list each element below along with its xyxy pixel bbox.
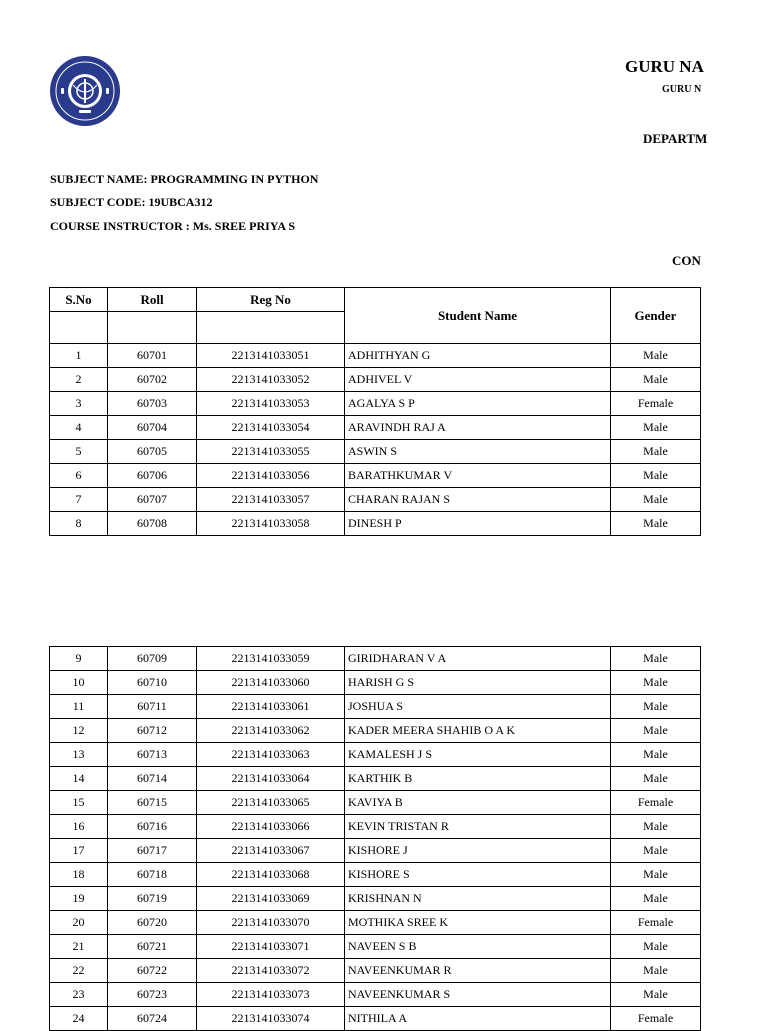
- cell-gender: Male: [611, 719, 701, 743]
- cell-sno: 4: [50, 416, 108, 440]
- col-header-regno: Reg No: [197, 288, 345, 312]
- cell-regno: 2213141033064: [197, 767, 345, 791]
- cell-roll: 60709: [108, 647, 197, 671]
- cell-roll: 60712: [108, 719, 197, 743]
- cell-sno: 19: [50, 887, 108, 911]
- college-title: GURU NA: [625, 57, 704, 76]
- college-seal-logo: [49, 55, 121, 127]
- cell-gender: Male: [611, 983, 701, 1007]
- cell-roll: 60716: [108, 815, 197, 839]
- table-row: [50, 671, 701, 695]
- table-row: [50, 647, 701, 671]
- table-row: [50, 512, 701, 536]
- cell-student-name: ASWIN S: [345, 440, 611, 464]
- department-heading: DEPARTM: [643, 131, 708, 146]
- table-row: [50, 344, 701, 368]
- cell-student-name: HARISH G S: [345, 671, 611, 695]
- cell-sno: 20: [50, 911, 108, 935]
- cell-sno: 3: [50, 392, 108, 416]
- cell-sno: 16: [50, 815, 108, 839]
- cell-roll: 60701: [108, 344, 197, 368]
- student-table-page1: [49, 287, 701, 536]
- cell-sno: 13: [50, 743, 108, 767]
- cell-gender: Male: [611, 839, 701, 863]
- cell-student-name: KRISHNAN N: [345, 887, 611, 911]
- cell-gender: Male: [611, 695, 701, 719]
- cell-student-name: ADHITHYAN G: [345, 344, 611, 368]
- table-row: [50, 911, 701, 935]
- cell-roll: 60705: [108, 440, 197, 464]
- cell-gender: Male: [611, 488, 701, 512]
- cell-roll: 60704: [108, 416, 197, 440]
- cell-regno: 2213141033053: [197, 392, 345, 416]
- header-spacer: [197, 312, 345, 344]
- cell-roll: 60706: [108, 464, 197, 488]
- cell-sno: 5: [50, 440, 108, 464]
- table-row: [50, 839, 701, 863]
- cell-regno: 2213141033069: [197, 887, 345, 911]
- cell-sno: 9: [50, 647, 108, 671]
- cell-regno: 2213141033060: [197, 671, 345, 695]
- cell-student-name: NITHILA A: [345, 1007, 611, 1031]
- cell-gender: Male: [611, 887, 701, 911]
- cell-roll: 60708: [108, 512, 197, 536]
- cell-roll: 60703: [108, 392, 197, 416]
- table-row: [50, 791, 701, 815]
- cell-student-name: ADHIVEL V: [345, 368, 611, 392]
- cell-student-name: MOTHIKA SREE K: [345, 911, 611, 935]
- cell-regno: 2213141033067: [197, 839, 345, 863]
- cell-regno: 2213141033056: [197, 464, 345, 488]
- cell-student-name: GIRIDHARAN V A: [345, 647, 611, 671]
- cell-gender: Male: [611, 815, 701, 839]
- cell-gender: Female: [611, 791, 701, 815]
- subject-code: SUBJECT CODE: 19UBCA312: [50, 195, 213, 209]
- cell-sno: 14: [50, 767, 108, 791]
- course-instructor: COURSE INSTRUCTOR : Ms. SREE PRIYA S: [50, 219, 296, 233]
- cell-student-name: AGALYA S P: [345, 392, 611, 416]
- cell-student-name: BARATHKUMAR V: [345, 464, 611, 488]
- cell-sno: 7: [50, 488, 108, 512]
- cell-regno: 2213141033072: [197, 959, 345, 983]
- cell-sno: 21: [50, 935, 108, 959]
- cell-gender: Male: [611, 440, 701, 464]
- cell-regno: 2213141033055: [197, 440, 345, 464]
- table-row: [50, 767, 701, 791]
- header-spacer: [108, 312, 197, 344]
- cell-student-name: DINESH P: [345, 512, 611, 536]
- cell-regno: 2213141033052: [197, 368, 345, 392]
- header-spacer: [50, 312, 108, 344]
- table-row: [50, 695, 701, 719]
- cell-roll: 60717: [108, 839, 197, 863]
- cell-regno: 2213141033059: [197, 647, 345, 671]
- table-row: [50, 863, 701, 887]
- student-table-page2: [49, 646, 701, 1031]
- cell-sno: 15: [50, 791, 108, 815]
- table-row: [50, 488, 701, 512]
- cell-gender: Female: [611, 392, 701, 416]
- col-header-gender: Gender: [611, 288, 701, 344]
- cell-student-name: CHARAN RAJAN S: [345, 488, 611, 512]
- cell-gender: Male: [611, 935, 701, 959]
- table-row: [50, 368, 701, 392]
- table-row: [50, 959, 701, 983]
- cell-sno: 6: [50, 464, 108, 488]
- cell-sno: 12: [50, 719, 108, 743]
- cell-student-name: KARTHIK B: [345, 767, 611, 791]
- cell-gender: Male: [611, 512, 701, 536]
- col-header-roll: Roll: [108, 288, 197, 312]
- cell-gender: Female: [611, 1007, 701, 1031]
- cell-roll: 60718: [108, 863, 197, 887]
- cell-student-name: KISHORE S: [345, 863, 611, 887]
- cell-regno: 2213141033070: [197, 911, 345, 935]
- cell-regno: 2213141033062: [197, 719, 345, 743]
- table-row: [50, 983, 701, 1007]
- cell-student-name: KADER MEERA SHAHIB O A K: [345, 719, 611, 743]
- cell-regno: 2213141033066: [197, 815, 345, 839]
- table-row: [50, 815, 701, 839]
- college-subtitle: GURU N: [662, 84, 702, 95]
- table-row: [50, 1007, 701, 1031]
- cell-sno: 8: [50, 512, 108, 536]
- col-header-student-name: Student Name: [345, 288, 611, 344]
- cell-regno: 2213141033063: [197, 743, 345, 767]
- table-row: [50, 440, 701, 464]
- cell-roll: 60724: [108, 1007, 197, 1031]
- cell-sno: 1: [50, 344, 108, 368]
- cell-sno: 11: [50, 695, 108, 719]
- cell-gender: Male: [611, 863, 701, 887]
- table-row: [50, 464, 701, 488]
- cell-roll: 60719: [108, 887, 197, 911]
- subject-name: SUBJECT NAME: PROGRAMMING IN PYTHON: [50, 172, 319, 186]
- cell-gender: Male: [611, 344, 701, 368]
- cell-student-name: NAVEEN S B: [345, 935, 611, 959]
- cell-sno: 2: [50, 368, 108, 392]
- cell-sno: 17: [50, 839, 108, 863]
- table-row: [50, 887, 701, 911]
- table-row: [50, 743, 701, 767]
- cell-student-name: KISHORE J: [345, 839, 611, 863]
- cell-regno: 2213141033061: [197, 695, 345, 719]
- cell-sno: 18: [50, 863, 108, 887]
- cell-gender: Male: [611, 959, 701, 983]
- cell-sno: 22: [50, 959, 108, 983]
- cell-student-name: JOSHUA S: [345, 695, 611, 719]
- cell-roll: 60702: [108, 368, 197, 392]
- cell-gender: Male: [611, 743, 701, 767]
- cell-regno: 2213141033051: [197, 344, 345, 368]
- cell-roll: 60720: [108, 911, 197, 935]
- cell-roll: 60710: [108, 671, 197, 695]
- cell-roll: 60714: [108, 767, 197, 791]
- table-row: [50, 392, 701, 416]
- cell-roll: 60721: [108, 935, 197, 959]
- cell-regno: 2213141033057: [197, 488, 345, 512]
- cell-gender: Male: [611, 671, 701, 695]
- table-row: [50, 935, 701, 959]
- cell-sno: 24: [50, 1007, 108, 1031]
- cell-student-name: NAVEENKUMAR S: [345, 983, 611, 1007]
- section-heading: CON: [672, 253, 701, 268]
- cell-regno: 2213141033073: [197, 983, 345, 1007]
- cell-roll: 60711: [108, 695, 197, 719]
- col-header-sno: S.No: [50, 288, 108, 312]
- cell-student-name: NAVEENKUMAR R: [345, 959, 611, 983]
- cell-roll: 60722: [108, 959, 197, 983]
- cell-gender: Male: [611, 767, 701, 791]
- cell-regno: 2213141033074: [197, 1007, 345, 1031]
- cell-regno: 2213141033058: [197, 512, 345, 536]
- cell-sno: 10: [50, 671, 108, 695]
- table-row: [50, 416, 701, 440]
- cell-student-name: KAVIYA B: [345, 791, 611, 815]
- cell-regno: 2213141033068: [197, 863, 345, 887]
- cell-regno: 2213141033065: [197, 791, 345, 815]
- cell-sno: 23: [50, 983, 108, 1007]
- cell-roll: 60723: [108, 983, 197, 1007]
- cell-student-name: KEVIN TRISTAN R: [345, 815, 611, 839]
- cell-gender: Male: [611, 416, 701, 440]
- cell-roll: 60713: [108, 743, 197, 767]
- cell-gender: Female: [611, 911, 701, 935]
- cell-roll: 60707: [108, 488, 197, 512]
- cell-regno: 2213141033071: [197, 935, 345, 959]
- table-row: [50, 719, 701, 743]
- cell-regno: 2213141033054: [197, 416, 345, 440]
- cell-gender: Male: [611, 647, 701, 671]
- cell-gender: Male: [611, 368, 701, 392]
- cell-gender: Male: [611, 464, 701, 488]
- cell-roll: 60715: [108, 791, 197, 815]
- cell-student-name: ARAVINDH RAJ A: [345, 416, 611, 440]
- cell-student-name: KAMALESH J S: [345, 743, 611, 767]
